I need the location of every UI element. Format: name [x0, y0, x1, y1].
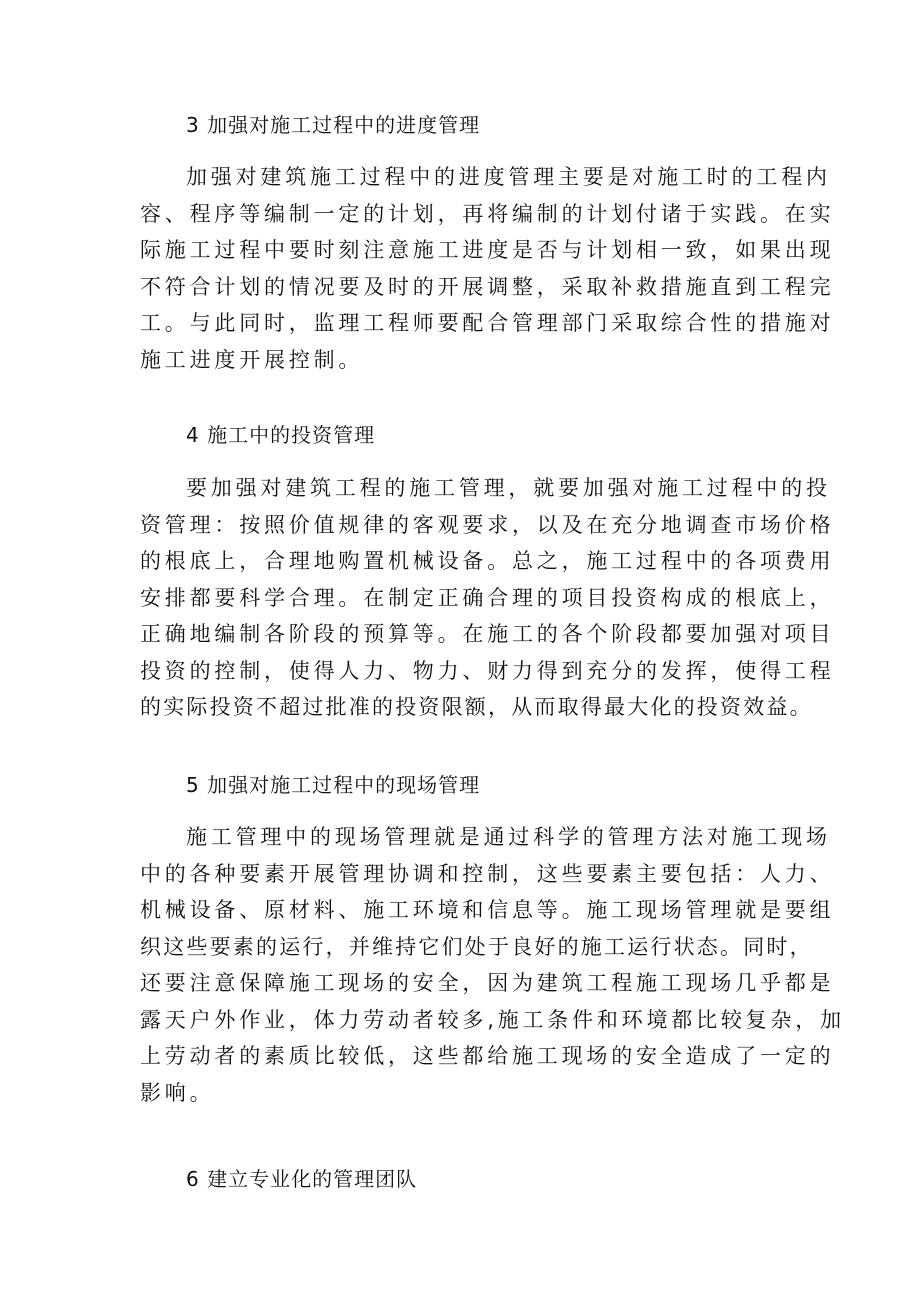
paragraph-line: 施工管理中的现场管理就是通过科学的管理方法对施工现场: [186, 825, 831, 849]
section-heading-4: 4 施工中的投资管理: [186, 423, 376, 447]
section-paragraph-4: [140, 470, 835, 726]
paragraph-line: 工。与此同时，监理工程师要配合管理部门采取综合性的措施对: [140, 311, 835, 335]
paragraph-line: 还要注意保障施工现场的安全，因为建筑工程施工现场几乎都是: [140, 971, 835, 995]
paragraph-line: 的实际投资不超过批准的投资限额，从而取得最大化的投资效益。: [140, 695, 813, 719]
section-heading-5: 5 加强对施工过程中的现场管理: [186, 773, 481, 797]
paragraph-line: 织这些要素的运行，并维持它们处于良好的施工运行状态。同时，: [140, 934, 813, 959]
paragraph-line: 投资的控制，使得人力、物力、财力得到充分的发挥，使得工程: [140, 658, 835, 683]
paragraph-line: 上劳动者的素质比较低，这些都给施工现场的安全造成了一定的: [140, 1044, 835, 1068]
paragraph-line: 机械设备、原材料、施工环境和信息等。施工现场管理就是要组: [140, 898, 835, 922]
paragraph-line: 容、程序等编制一定的计划，再将编制的计划付诸于实践。在实: [140, 201, 835, 226]
paragraph-line: 中的各种要素开展管理协调和控制，这些要素主要包括：人力、: [140, 861, 835, 886]
section-heading-3: 3 加强对施工过程中的进度管理: [186, 113, 481, 137]
paragraph-line: 加强对建筑施工过程中的进度管理主要是对施工时的工程内: [186, 165, 831, 189]
paragraph-line: 要加强对建筑工程的施工管理，就要加强对施工过程中的投: [186, 476, 831, 500]
section-heading-6: 6 建立专业化的管理团队: [186, 1167, 418, 1191]
paragraph-line: 的根底上，合理地购置机械设备。总之，施工过程中的各项费用: [140, 549, 835, 573]
paragraph-line: 资管理：按照价值规律的客观要求，以及在充分地调查市场价格: [140, 512, 835, 537]
paragraph-line: 不符合计划的情况要及时的开展调整，采取补救措施直到工程完: [140, 274, 835, 299]
paragraph-line: 安排都要科学合理。在制定正确合理的项目投资构成的根底上，: [140, 585, 835, 610]
paragraph-line: 影响。: [140, 1080, 215, 1105]
paragraph-line: 露天户外作业，体力劳动者较多,施工条件和环境都比较复杂，加: [140, 1007, 845, 1032]
section-paragraph-3: [140, 159, 835, 378]
paragraph-line: 际施工过程中要时刻注意施工进度是否与计划相一致，如果出现: [140, 238, 835, 262]
paragraph-line: 正确地编制各阶段的预算等。在施工的各个阶段都要加强对项目: [140, 622, 835, 646]
section-paragraph-5: [140, 819, 845, 1111]
paragraph-line: 施工进度开展控制。: [140, 347, 364, 372]
